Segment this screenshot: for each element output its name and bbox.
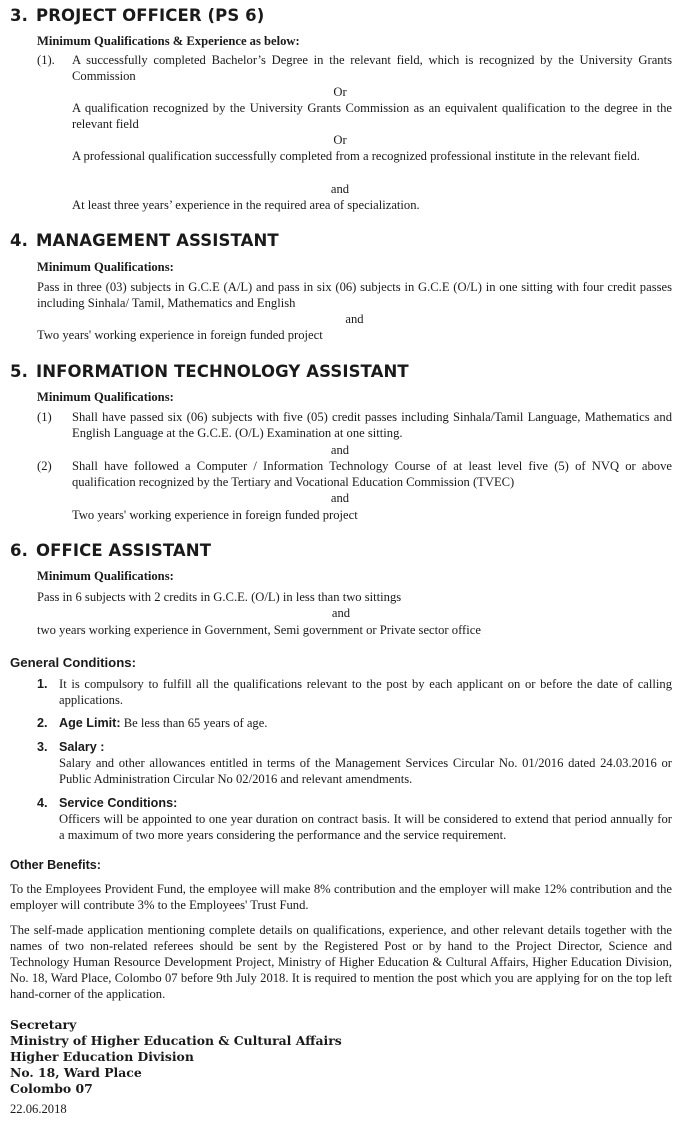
application-instructions: The self-made application mentioning complete details on qualifications, experience, and other relevant details together with the names of two non-related referees should be sent by the Registered Post or by hand to the Project Director, Science and Technology Human Resource Development Project, Ministry of Higher Education & Cultural Affairs, Higher Education Division, No. 18, Ward Place, Colombo 07 before 9th July 2018. It is required to mention the post which you are applying for on the top left hand-corner of the application. (10, 923, 672, 1001)
experience-text: Two years' working experience in foreign funded project (72, 508, 358, 522)
experience-text: two years working experience in Government, Semi government or Private sector office (37, 623, 481, 637)
qualification-text: Pass in three (03) subjects in G.C.E (A/L) and pass in six (06) subjects in G.C.E (O/L) in one sitting with four credit passes including Sinhala/ Tamil, Mathematics and English (37, 280, 672, 310)
other-benefits-heading: Other Benefits: (10, 858, 101, 872)
section-title: PROJECT OFFICER (PS 6) (36, 6, 265, 25)
and-separator: and (331, 606, 351, 620)
condition-label: Service Conditions: (59, 796, 178, 810)
experience-text: Two years' working experience in foreign funded project (37, 328, 323, 342)
section-3-heading (10, 6, 264, 26)
item-number: (2) (37, 459, 52, 473)
and-separator: and (345, 312, 364, 326)
item-number: (1) (37, 410, 52, 424)
item-number: (1). (37, 53, 55, 67)
qualification-text: Pass in 6 subjects with 2 credits in G.C.E. (O/L) in less than two sittings (37, 590, 402, 604)
condition-number: 4. (37, 796, 48, 810)
and-separator: and (330, 491, 350, 505)
and-separator: and (330, 443, 350, 457)
condition-age-limit (59, 715, 672, 731)
section-number: 4. (10, 231, 28, 250)
condition-text: Salary and other allowances entitled in terms of the Management Services Circular No. 01/2016 dated 24.03.2016 or Public Administration Circular No 02/2016 and relevant amendments. (59, 756, 672, 786)
section-4-heading (10, 231, 279, 251)
condition-number: 3. (37, 740, 48, 754)
section-5-heading (10, 362, 409, 382)
signature-division: Higher Education Division (10, 1049, 194, 1064)
signature-ministry: Ministry of Higher Education & Cultural Affairs (10, 1033, 342, 1048)
section-title: INFORMATION TECHNOLOGY ASSISTANT (36, 362, 409, 381)
qualification-text: Shall have followed a Computer / Information Technology Course of at least level five (5) of NVQ or above qualification recognized by the Tertiary and Vocational Education Commission (TVEC) (72, 459, 672, 489)
condition-number: 2. (37, 716, 48, 730)
or-separator: Or (333, 85, 347, 99)
condition-number: 1. (37, 677, 48, 691)
condition-text: Be less than 65 years of age. (120, 716, 268, 730)
section-4-subheading: Minimum Qualifications: (37, 260, 174, 274)
or-separator: Or (333, 133, 347, 147)
condition-text: Officers will be appointed to one year duration on contract basis. It will be considered to extend that period annually for a maximum of two more years considering the performance and the service requirement. (59, 812, 672, 842)
section-5-subheading: Minimum Qualifications: (37, 390, 174, 404)
general-conditions-heading: General Conditions: (10, 655, 137, 670)
qualification-text: A successfully completed Bachelor’s Degree in the relevant field, which is recognized by the University Grants Commission (72, 53, 672, 83)
section-6-subheading: Minimum Qualifications: (37, 569, 174, 583)
section-title: MANAGEMENT ASSISTANT (36, 231, 279, 250)
condition-label: Salary : (59, 740, 105, 754)
qualification-text: A qualification recognized by the University Grants Commission as an equivalent qualification to the degree in the relevant field (72, 101, 672, 131)
and-separator: and (330, 182, 350, 196)
section-number: 6. (10, 541, 28, 560)
condition-text: It is compulsory to fulfill all the qualifications relevant to the post by each applicant on or before the date of calling applications. (59, 677, 672, 707)
qualification-text: A professional qualification successfully completed from a recognized professional institute in the relevant field. (72, 149, 640, 163)
experience-text: At least three years’ experience in the required area of specialization. (72, 198, 420, 212)
section-title: OFFICE ASSISTANT (36, 541, 212, 560)
section-3-subheading: Minimum Qualifications & Experience as below: (37, 34, 300, 48)
signature-address: No. 18, Ward Place (10, 1065, 142, 1080)
section-6-heading (10, 541, 211, 561)
section-number: 5. (10, 362, 28, 381)
signature-title: Secretary (10, 1017, 77, 1032)
qualification-text: Shall have passed six (06) subjects with five (05) credit passes including Sinhala/Tamil Language, Mathematics and English Language at the G.C.E. (O/L) Examination at one sitting. (72, 410, 672, 440)
benefits-text: To the Employees Provident Fund, the employee will make 8% contribution and the employer will make 12% contribution and the employer will contribute 3% to the Employees' Trust Fund. (10, 882, 672, 912)
document-date: 22.06.2018 (10, 1102, 67, 1116)
condition-label: Age Limit: (59, 716, 121, 730)
signature-city: Colombo 07 (10, 1081, 93, 1096)
section-number: 3. (10, 6, 28, 25)
